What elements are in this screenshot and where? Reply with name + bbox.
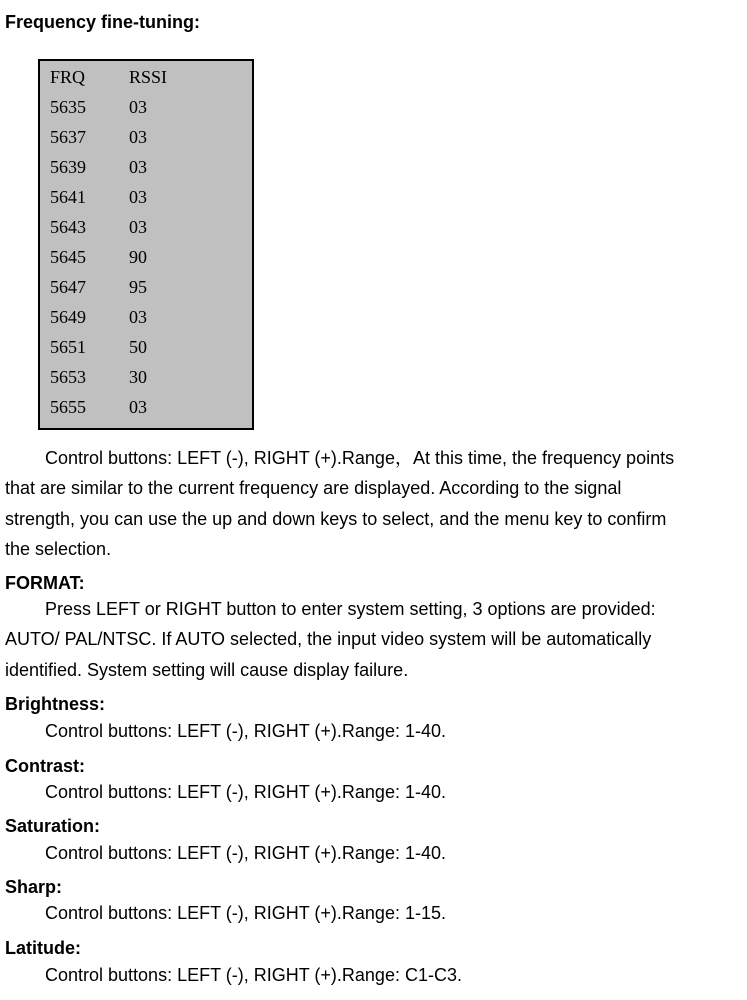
table-row: [50, 122, 147, 152]
rssi-cell: 90: [129, 247, 147, 267]
brightness-heading: Brightness:: [5, 694, 106, 714]
frq-cell: 5645: [50, 247, 86, 267]
rssi-cell: 03: [129, 307, 147, 327]
latitude-heading: Latitude:: [5, 938, 81, 958]
table-row: [50, 152, 147, 182]
rssi-cell: 03: [129, 217, 147, 237]
frequency-table-header: [50, 62, 167, 92]
table-row: [50, 242, 147, 272]
frequency-description-line: the selection.: [5, 538, 112, 559]
format-description-line: identified. System setting will cause display failure.: [5, 659, 409, 680]
format-description-line: AUTO/ PAL/NTSC. If AUTO selected, the input video system will be automatically: [5, 629, 652, 650]
frq-cell: 5647: [50, 277, 86, 297]
table-row: [50, 212, 147, 242]
latitude-description: Control buttons: LEFT (-), RIGHT (+).Range: C1-C3.: [45, 965, 462, 985]
frequency-description-line: strength, you can use the up and down keys to select, and the menu key to confirm: [5, 508, 667, 529]
frequency-description-line: Control buttons: LEFT (-), RIGHT (+).Range，At this time, the frequency points: [45, 448, 675, 468]
frq-cell: 5637: [50, 127, 86, 147]
table-row: [50, 272, 147, 302]
saturation-heading: Saturation:: [5, 816, 101, 836]
rssi-cell: 95: [129, 277, 147, 297]
rssi-column-header: RSSI: [129, 67, 168, 87]
rssi-cell: 03: [129, 187, 147, 207]
contrast-heading: Contrast:: [5, 756, 85, 776]
table-row: [50, 392, 147, 422]
frq-cell: 5639: [50, 157, 86, 177]
frequency-heading: Frequency fine-tuning:: [5, 12, 200, 32]
rssi-cell: 03: [129, 97, 147, 117]
table-row: [50, 182, 147, 212]
frq-column-header: FRQ: [50, 67, 86, 87]
rssi-cell: 50: [129, 337, 147, 357]
rssi-cell: 03: [129, 397, 147, 417]
frq-cell: 5653: [50, 367, 86, 387]
format-description: [5, 594, 747, 685]
frq-cell: 5649: [50, 307, 86, 327]
sharp-description: Control buttons: LEFT (-), RIGHT (+).Range: 1-15.: [45, 903, 446, 923]
saturation-description: Control buttons: LEFT (-), RIGHT (+).Range: 1-40.: [45, 843, 446, 863]
rssi-cell: 30: [129, 367, 147, 387]
frq-cell: 5643: [50, 217, 86, 237]
sharp-heading: Sharp:: [5, 877, 63, 897]
contrast-description: Control buttons: LEFT (-), RIGHT (+).Range: 1-40.: [45, 782, 446, 802]
frequency-description-line: that are similar to the current frequency are displayed. According to the signal: [5, 478, 622, 499]
rssi-cell: 03: [129, 157, 147, 177]
frq-cell: 5641: [50, 187, 86, 207]
frequency-description: [5, 443, 747, 564]
format-heading: FORMAT:: [5, 573, 85, 593]
table-row: [50, 362, 147, 392]
frq-cell: 5635: [50, 97, 86, 117]
table-row: [50, 92, 147, 122]
format-description-line: Press LEFT or RIGHT button to enter system setting, 3 options are provided:: [45, 599, 656, 619]
table-row: [50, 302, 147, 332]
table-row: [50, 332, 147, 362]
brightness-description: Control buttons: LEFT (-), RIGHT (+).Range: 1-40.: [45, 721, 446, 741]
rssi-cell: 03: [129, 127, 147, 147]
frq-cell: 5651: [50, 337, 86, 357]
frq-cell: 5655: [50, 397, 86, 417]
frequency-table: [38, 59, 254, 430]
